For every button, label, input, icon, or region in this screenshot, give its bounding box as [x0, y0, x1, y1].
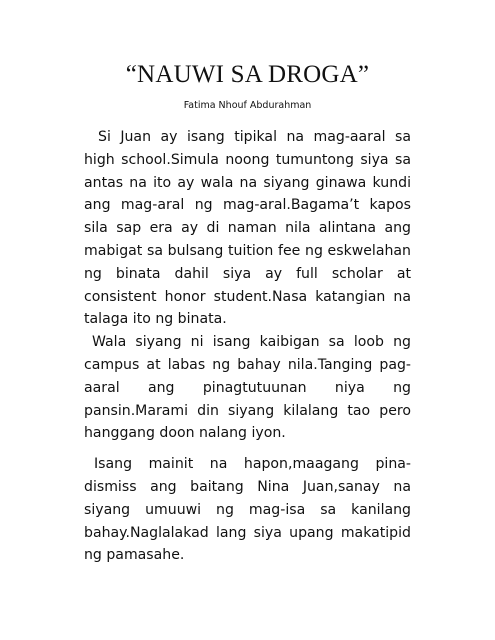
- paragraph: Wala siyang ni isang kaibigan sa loob ng campus at labas ng bahay nila.Tanging pag-aaral ang pinagtutuunan niya ng pansin.Marami din siyang kilalang tao pero hanggang doon nalang iyon.: [84, 334, 411, 442]
- paragraph: Isang mainit na hapon,maagang pina-dismiss ang baitang Nina Juan,sanay na siyang umuuwi ng mag-isa sa kanilang bahay.Naglalakad lang siya upang makatipid ng pamasahe.: [84, 456, 411, 564]
- paragraph: Si Juan ay isang tipikal na mag-aaral sa high school.Simula noong tumuntong siya sa antas na ito ay wala na siyang ginawa kundi ang mag-aral ng mag-aral.Bagama’t kapos sila sap era ay di naman nila alintana ang mabigat sa bulsang tuition fee ng eskwelahan ng binata dahil siya ay full scholar at consistent honor student.Nasa katangian na talaga ito ng binata.: [84, 129, 411, 328]
- author-name: Fatima Nhouf Abdurahman: [183, 100, 312, 111]
- story-body: [84, 126, 411, 567]
- document-title: “NAUWI SA DROGA”: [125, 61, 370, 88]
